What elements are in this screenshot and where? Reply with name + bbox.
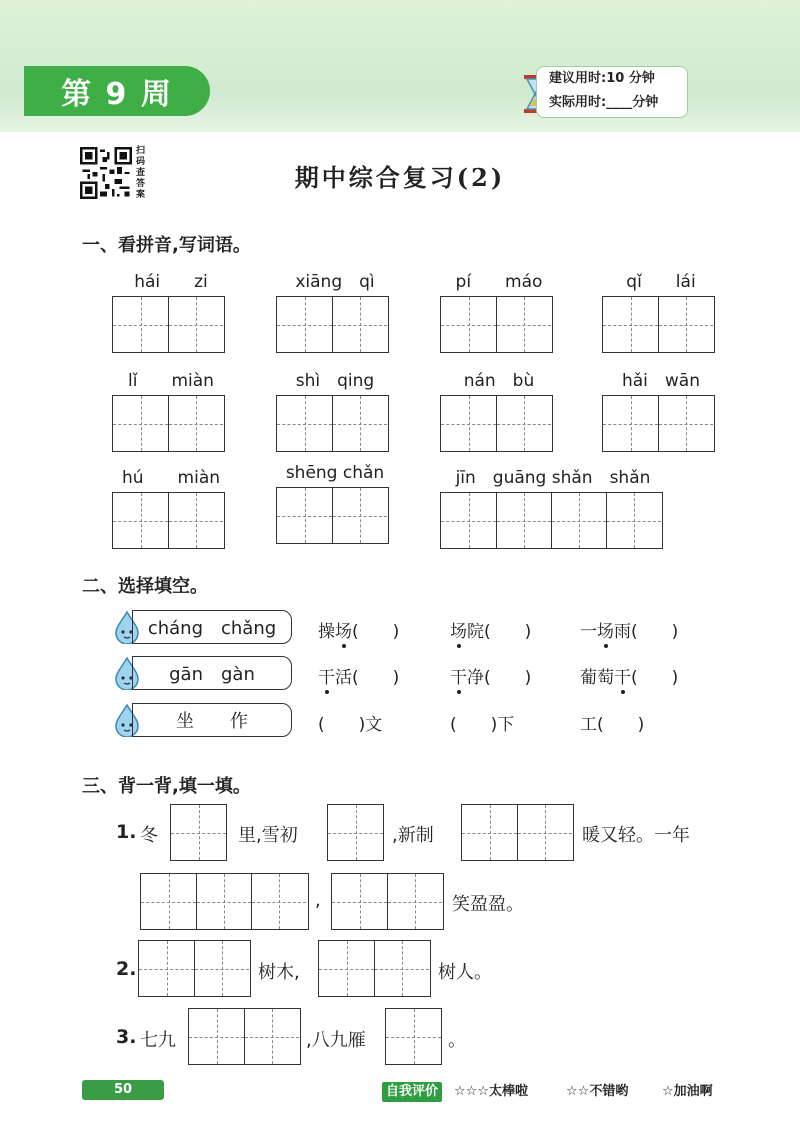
pinyin-item [602,267,720,353]
writing-grid[interactable] [276,487,389,544]
choice-pill: 坐 作 [132,703,292,737]
choice-word: 干净( ) [450,668,532,688]
poem-text: 笑盈盈。 [452,894,524,915]
poem-text: , [315,890,321,911]
rating-keep-label: 加油啊 [673,1084,713,1099]
fill-grid[interactable] [138,940,251,997]
writing-grid[interactable] [440,395,553,452]
star-icon: ☆ [566,1084,578,1099]
pinyin-text: nán bù [463,371,535,391]
time-box [536,66,688,118]
poem-text: 七九 [140,1030,176,1051]
actual-time: 实际用时:____分钟 [549,95,659,110]
qr-caption: 扫码查答案 [136,146,146,200]
writing-grid[interactable] [276,296,389,353]
choice-pill: gān gàn [132,656,292,690]
poem-text: 里,雪初 [238,825,298,846]
self-eval-label: 自我评价 [382,1082,442,1102]
choice-word: ( )下 [450,715,515,735]
pinyin-text: hú miàn [121,468,221,488]
fill-grid[interactable] [461,804,574,861]
poem-text: 树木, [258,962,300,983]
pinyin-item [276,267,394,353]
pinyin-item [276,366,394,452]
choice-word: 干活( ) [318,668,400,688]
choice-pill: cháng chǎng [132,610,292,644]
writing-grid[interactable] [602,395,715,452]
suggest-time: 建议用时:10 分钟 [549,71,655,86]
pinyin-item [440,463,666,549]
page-title: 期中综合复习(2) [294,163,506,192]
fill-grid[interactable] [318,940,431,997]
rating-great-label: 太棒啦 [488,1084,528,1099]
choice-word: 葡萄干( ) [580,668,679,688]
fill-grid[interactable] [188,1008,301,1065]
writing-grid[interactable] [602,296,715,353]
fill-grid[interactable] [331,873,444,930]
page-number: 50 [82,1080,164,1100]
pinyin-item [112,463,230,549]
pinyin-text: hái zi [134,272,208,292]
star-icon: ☆ [454,1084,466,1099]
writing-grid[interactable] [276,395,389,452]
pinyin-text: hǎi wān [621,371,700,391]
rating-keep[interactable] [662,1082,713,1102]
pinyin-text: qǐ lái [626,272,696,292]
question-number: 1. [116,821,137,843]
writing-grid[interactable] [440,296,553,353]
choice-word: 一场雨( ) [580,622,679,642]
writing-grid[interactable] [112,395,225,452]
star-icon: ☆ [465,1084,478,1099]
choice-word: ( )文 [318,715,383,735]
choice-word: 操场( ) [318,622,400,642]
section2-heading: 二、选择填空。 [82,576,208,597]
pinyin-item [112,267,230,353]
fill-grid[interactable] [140,873,309,930]
choice-word: 工( ) [580,715,645,735]
poem-text: 树人。 [438,962,492,983]
pinyin-item [112,366,230,452]
pinyin-item [602,366,720,452]
choice-word: 场院( ) [450,622,532,642]
star-icon: ☆ [577,1084,590,1099]
poem-text: 。 [448,1030,466,1051]
fill-grid[interactable] [385,1008,442,1065]
poem-text: ,新制 [392,825,434,846]
poem-text: ,八九雁 [306,1030,366,1051]
star-icon: ☆ [662,1084,674,1099]
poem-text: 冬 [140,825,158,846]
question-number: 2. [116,958,137,980]
question-number: 3. [116,1026,137,1048]
writing-grid[interactable] [112,492,225,549]
pinyin-item [276,463,394,544]
rating-great[interactable] [454,1082,528,1102]
pinyin-text: pí máo [455,272,543,292]
pinyin-text: lǐ miàn [128,371,214,391]
pinyin-text: shì qing [295,371,375,391]
star-icon: ☆ [477,1084,489,1099]
pinyin-item [440,267,558,353]
pinyin-item [440,366,558,452]
rating-good-label: 不错哟 [589,1084,629,1099]
poem-text: 暖又轻。一年 [582,825,690,846]
week-label: 第 9 周 [24,66,210,116]
pinyin-text: jīn guāng shǎn shǎn [455,468,651,488]
rating-good[interactable] [566,1082,628,1102]
fill-grid[interactable] [170,804,227,861]
section3-heading: 三、背一背,填一填。 [82,776,251,797]
writing-grid[interactable] [440,492,663,549]
section1-heading: 一、看拼音,写词语。 [82,235,251,256]
writing-grid[interactable] [112,296,225,353]
pinyin-text: shēng chǎn [285,463,385,483]
pinyin-text: xiāng qì [295,272,375,292]
fill-grid[interactable] [327,804,384,861]
